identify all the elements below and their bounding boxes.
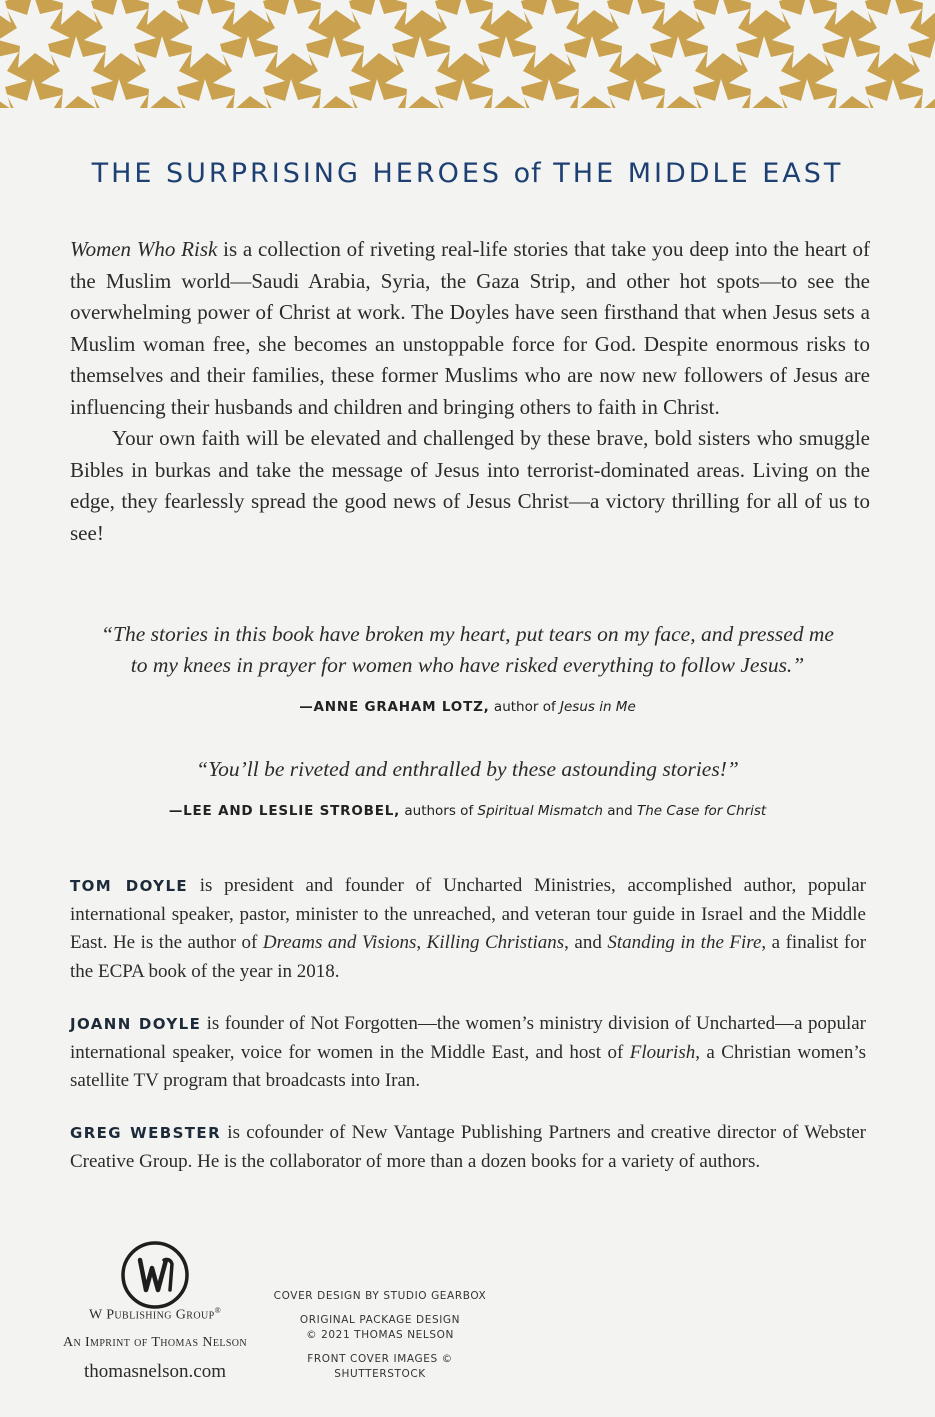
endorser-role-2: authors of — [400, 803, 478, 819]
description-paragraph-1-text: is a collection of riveting real-life stories that take you deep into the heart of the Muslim world—Saudi Arabia, Syria, the Gaza Strip, and other hot spots—to see the overwhelming power of Christ at work. The Doyles have seen firsthand that when Jesus sets a Muslim woman free, she becomes an unstoppable force for God. Despite enormous risks to themselves and their families, these former Muslims who are now new followers of Jesus are influencing their husbands and children and bringing others to faith in Christ. — [70, 237, 870, 419]
book-title-3: Standing in the Fire — [607, 932, 762, 953]
endorser-work-1: Jesus in Me — [560, 699, 636, 715]
separator: , — [416, 932, 427, 953]
credit-cover-design: COVER DESIGN BY STUDIO GEARBOX — [273, 1290, 487, 1302]
endorsement-quote-1-line-2: to my knees in prayer for women who have risked everything to follow Jesus.” — [130, 653, 805, 677]
author-bio-text: is founder of Not Forgotten—the women’s ministry division of Uncharted—a popular international speaker, voice for women in the Middle East, and host of — [70, 1013, 866, 1063]
show-title: Flourish — [629, 1041, 696, 1063]
w-publishing-logo-icon — [120, 1240, 190, 1310]
endorsement-quote-1 — [40, 619, 895, 681]
endorsement-attribution-1 — [40, 699, 895, 715]
publisher-name-text: W Publishing Group — [88, 1307, 215, 1323]
author-name-tom-doyle: TOM DOYLE — [70, 877, 189, 895]
author-bio-greg-webster — [70, 1119, 866, 1176]
author-bio-joann-doyle — [70, 1010, 866, 1096]
book-description — [70, 234, 870, 549]
credit-package-design-line-1: ORIGINAL PACKAGE DESIGN — [299, 1314, 461, 1326]
endorser-work-2b: The Case for Christ — [636, 803, 767, 819]
credit-package-design-line-2: © 2021 THOMAS NELSON — [306, 1329, 454, 1341]
endorser-role-1: author of — [489, 699, 560, 715]
endorser-and-2: and — [602, 803, 637, 819]
endorsement-quote-1-line-1: “The stories in this book have broken my heart, put tears on my face, and pressed me — [101, 622, 834, 646]
endorsement-quote-2 — [40, 754, 895, 785]
author-bio-text-end: , a finalist for the ECPA book of the year in 2018. — [70, 932, 867, 982]
book-title: Women Who Risk — [70, 237, 218, 261]
author-bio-tom-doyle — [70, 872, 866, 986]
separator: , and — [564, 932, 608, 953]
description-paragraph-1 — [70, 234, 870, 423]
endorsement-quote-2-line-1: “You’ll be riveted and enthralled by these astounding stories!” — [196, 757, 739, 781]
headline-part2: THE MIDDLE EAST — [541, 158, 844, 189]
author-bio-text: is cofounder of New Vantage Publishing Partners and creative director of Webster Creative Group. He is the collaborator of more than a dozen books for a variety of authors. — [70, 1122, 866, 1172]
book-title-1: Dreams and Visions — [262, 932, 417, 953]
headline-part1: THE SURPRISING HEROES — [91, 158, 514, 189]
star-pattern-band — [0, 0, 935, 108]
headline-of: of — [513, 158, 542, 189]
publisher-imprint: An Imprint of Thomas Nelson — [62, 1335, 248, 1350]
author-name-joann-doyle: JOANN DOYLE — [70, 1015, 202, 1033]
publisher-name — [60, 1306, 250, 1324]
endorser-work-2a: Spiritual Mismatch — [477, 803, 603, 819]
author-name-greg-webster: GREG WEBSTER — [70, 1124, 222, 1142]
endorsement-attribution-2 — [40, 803, 895, 819]
author-bio-text: is president and founder of Uncharted Ministries, accomplished author, popular international speaker, pastor, minister to the unreached, and veteran tour guide in Israel and the Middle East. He is the author of — [70, 875, 866, 953]
endorser-name-2: —LEE AND LESLIE STROBEL, — [168, 803, 401, 819]
book-title-2: Killing Christians — [426, 932, 565, 953]
author-bio-text-end: , a Christian women’s satellite TV program that broadcasts into Iran. — [70, 1041, 866, 1091]
credit-cover-images-line-1: FRONT COVER IMAGES © — [307, 1353, 453, 1365]
registered-mark: ® — [214, 1306, 222, 1315]
publisher-website: thomasnelson.com — [84, 1361, 226, 1382]
headline — [0, 158, 935, 189]
description-paragraph-2: Your own faith will be elevated and challenged by these brave, bold sisters who smuggle Bibles in burkas and take the message of Jesus into terrorist-dominated areas. Living on the edge, they fearlessly spread the good news of Jesus Christ—a victory thrilling for all of us to see! — [70, 426, 870, 545]
credit-package-design — [265, 1313, 495, 1343]
endorser-name-1: —ANNE GRAHAM LOTZ, — [299, 699, 490, 715]
credit-cover-images-line-2: SHUTTERSTOCK — [334, 1368, 426, 1380]
credit-cover-images — [265, 1352, 495, 1382]
